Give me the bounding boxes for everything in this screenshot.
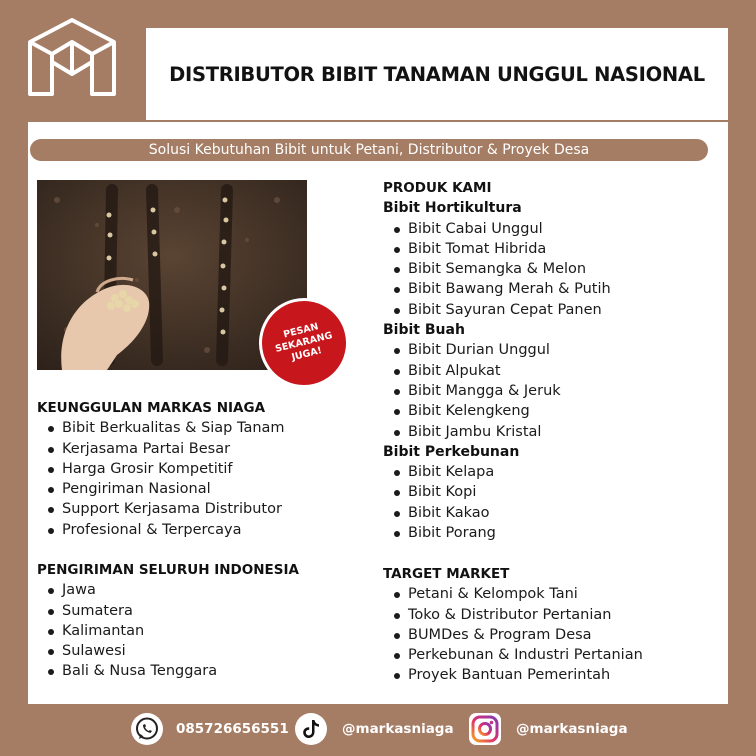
list-item: Kalimantan [37, 621, 299, 641]
list-item: Harga Grosir Kompetitif [37, 459, 285, 479]
shipping-section [37, 560, 299, 682]
list-item: Bibit Kelengkeng [383, 401, 611, 421]
target-market-section [383, 564, 643, 686]
list-item: Bibit Kakao [383, 503, 611, 523]
list-item: Bibit Sayuran Cepat Panen [383, 300, 611, 320]
list-item: Bibit Cabai Unggul [383, 219, 611, 239]
markas-niaga-m-logo-icon [22, 16, 122, 100]
list-item: Bibit Mangga & Jeruk [383, 381, 611, 401]
product-group-title: Bibit Hortikultura [383, 200, 522, 217]
badge-text: PESAN SEKARANG JUGA! [274, 321, 334, 364]
list-item: Perkebunan & Industri Pertanian [383, 645, 643, 665]
list-item: Kerjasama Partai Besar [37, 439, 285, 459]
instagram-handle[interactable]: @markasniaga [516, 721, 628, 737]
advantages-heading: KEUNGGULAN MARKAS NIAGA [37, 400, 266, 416]
subtitle: Solusi Kebutuhan Bibit untuk Petani, Distributor & Proyek Desa [148, 142, 590, 158]
whatsapp-number[interactable]: 085726656551 [176, 721, 289, 737]
list-item: Support Kerjasama Distributor [37, 499, 285, 519]
list-item: Toko & Distributor Pertanian [383, 605, 643, 625]
list-item: Bibit Berkualitas & Siap Tanam [37, 418, 285, 438]
page-title: DISTRIBUTOR BIBIT TANAMAN UNGGUL NASIONAL [169, 62, 705, 86]
tiktok-handle[interactable]: @markasniaga [342, 721, 454, 737]
list-item: Bali & Nusa Tenggara [37, 661, 299, 681]
whatsapp-icon[interactable] [130, 712, 164, 746]
title-card [146, 28, 728, 120]
list-item: Bibit Alpukat [383, 361, 611, 381]
shipping-heading: PENGIRIMAN SELURUH INDONESIA [37, 562, 299, 578]
list-item: BUMDes & Program Desa [383, 625, 643, 645]
list-item: Bibit Tomat Hibrida [383, 239, 611, 259]
list-item: Profesional & Terpercaya [37, 520, 285, 540]
instagram-icon[interactable] [468, 712, 502, 746]
list-item: Bibit Bawang Merah & Putih [383, 279, 611, 299]
advantages-section [37, 398, 285, 540]
list-item: Bibit Porang [383, 523, 611, 543]
products-section [383, 178, 611, 543]
tiktok-icon[interactable] [294, 712, 328, 746]
list-item: Bibit Kopi [383, 482, 611, 502]
product-group-title: Bibit Perkebunan [383, 443, 520, 460]
product-group-title: Bibit Buah [383, 322, 465, 339]
list-item: Petani & Kelompok Tani [383, 584, 643, 604]
list-item: Proyek Bantuan Pemerintah [383, 665, 643, 685]
list-item: Jawa [37, 580, 299, 600]
products-heading: PRODUK KAMI [383, 180, 492, 196]
list-item: Bibit Jambu Kristal [383, 422, 611, 442]
target-heading: TARGET MARKET [383, 566, 510, 582]
subtitle-banner [30, 139, 708, 161]
list-item: Sulawesi [37, 641, 299, 661]
list-item: Bibit Durian Unggul [383, 340, 611, 360]
list-item: Pengiriman Nasional [37, 479, 285, 499]
list-item: Sumatera [37, 601, 299, 621]
list-item: Bibit Semangka & Melon [383, 259, 611, 279]
list-item: Bibit Kelapa [383, 462, 611, 482]
